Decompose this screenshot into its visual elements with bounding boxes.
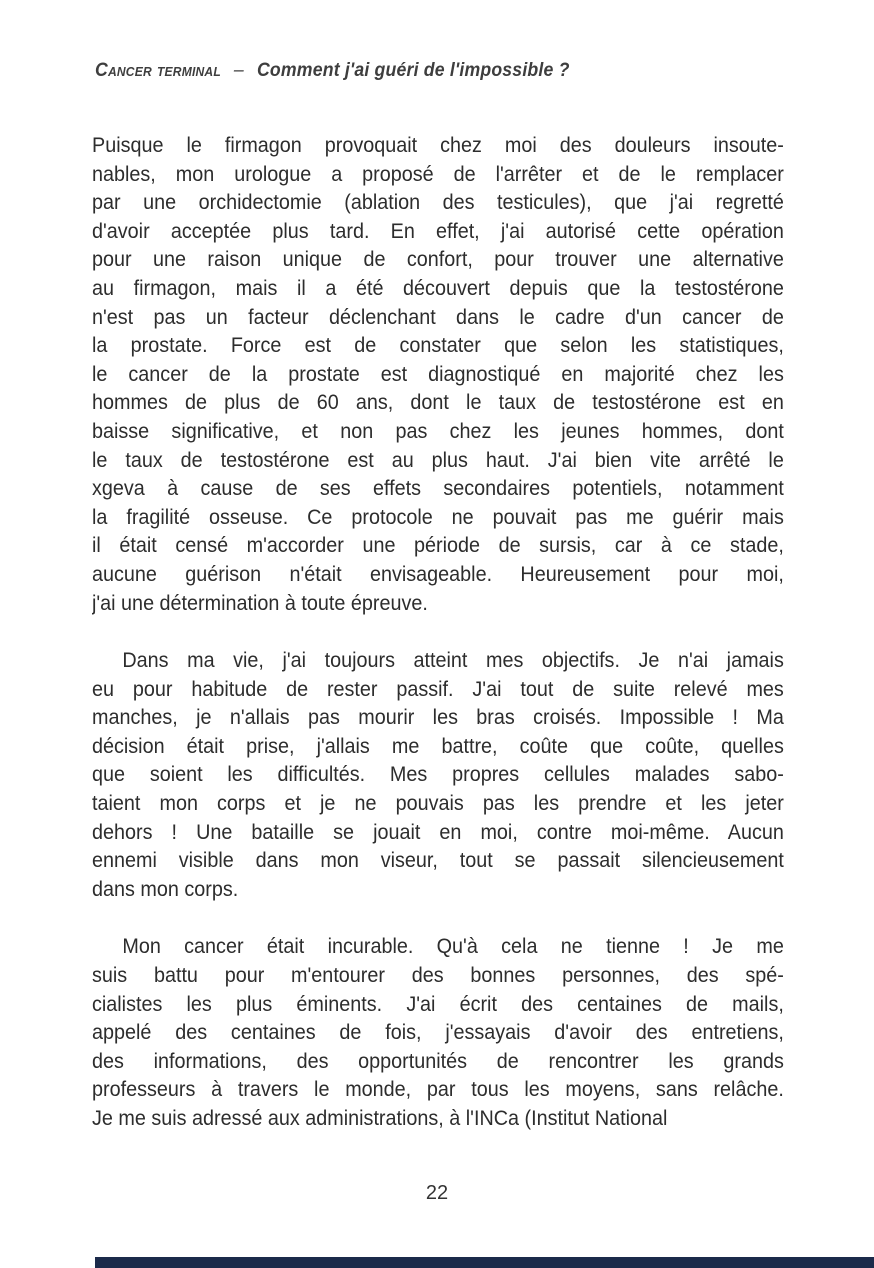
text-line: que soient les difficultés. Mes propres cellules malades sabo- xyxy=(92,762,784,787)
text-line: xgeva à cause de ses effets secondaires potentiels, notamment xyxy=(92,476,784,501)
text-line: cialistes les plus éminents. J'ai écrit des centaines de mails, xyxy=(92,991,784,1016)
header-separator: – xyxy=(233,60,244,81)
text-line: hommes de plus de 60 ans, dont le taux de testostérone est en xyxy=(92,390,784,415)
text-line: professeurs à travers le monde, par tous les moyens, sans relâche. xyxy=(92,1077,784,1102)
chapter-title: Comment j'ai guéri de l'impossible ? xyxy=(256,60,570,81)
bottom-edge-bar xyxy=(95,1257,874,1268)
text-line: des informations, des opportunités de rencontrer les grands xyxy=(92,1048,784,1073)
text-line: il était censé m'accorder une période de sursis, car à ce stade, xyxy=(92,533,784,558)
text-line: ennemi visible dans mon viseur, tout se passait silencieusement xyxy=(92,848,784,873)
paragraph xyxy=(92,932,784,1132)
text-line: d'avoir acceptée plus tard. En effet, j'ai autorisé cette opération xyxy=(92,218,784,243)
text-line: nables, mon urologue a proposé de l'arrêter et de le remplacer xyxy=(92,161,784,186)
text-line: le cancer de la prostate est diagnostiqué en majorité chez les xyxy=(92,361,784,386)
text-line: la fragilité osseuse. Ce protocole ne pouvait pas me guérir mais xyxy=(92,504,784,529)
text-line: dehors ! Une bataille se jouait en moi, contre moi-même. Aucun xyxy=(92,819,784,844)
paragraph xyxy=(92,131,784,617)
text-line: Puisque le firmagon provoquait chez moi des douleurs insoute- xyxy=(92,133,784,157)
text-line: n'est pas un facteur déclenchant dans le cadre d'un cancer de xyxy=(92,304,784,329)
paragraph xyxy=(92,646,784,903)
text-line: manches, je n'allais pas mourir les bras croisés. Impossible ! Ma xyxy=(92,705,784,730)
text-line: j'ai une détermination à toute épreuve. xyxy=(92,590,428,615)
text-line: taient mon corps et je ne pouvais pas les prendre et les jeter xyxy=(92,791,784,816)
text-line: Je me suis adressé aux administrations, à l'INCa (Institut National xyxy=(92,1106,668,1130)
text-column xyxy=(92,131,784,1133)
text-line: Dans ma vie, j'ai toujours atteint mes objectifs. Je n'ai jamais xyxy=(122,648,784,673)
text-line: baisse significative, et non pas chez les jeunes hommes, dont xyxy=(92,418,784,443)
text-line: pour une raison unique de confort, pour trouver une alternative xyxy=(92,247,784,272)
text-line: le taux de testostérone est au plus haut. J'ai bien vite arrêté le xyxy=(92,447,784,472)
text-line: suis battu pour m'entourer des bonnes personnes, des spé- xyxy=(92,963,784,988)
running-header xyxy=(95,60,570,82)
text-line: aucune guérison n'était envisageable. Heureusement pour moi, xyxy=(92,561,784,586)
text-line: dans mon corps. xyxy=(92,876,239,901)
text-line: au firmagon, mais il a été découvert depuis que la testostérone xyxy=(92,275,784,300)
text-line: Mon cancer était incurable. Qu'à cela ne tienne ! Je me xyxy=(122,934,784,959)
text-line: décision était prise, j'allais me battre, coûte que coûte, quelles xyxy=(92,733,784,758)
text-line: eu pour habitude de rester passif. J'ai tout de suite relevé mes xyxy=(92,676,784,701)
text-line: appelé des centaines de fois, j'essayais d'avoir des entretiens, xyxy=(92,1020,784,1045)
book-title: Cancer terminal xyxy=(95,60,221,81)
page-number: 22 xyxy=(425,1182,449,1204)
text-line: la prostate. Force est de constater que selon les statistiques, xyxy=(92,333,784,358)
text-line: par une orchidectomie (ablation des testicules), que j'ai regretté xyxy=(92,190,784,215)
